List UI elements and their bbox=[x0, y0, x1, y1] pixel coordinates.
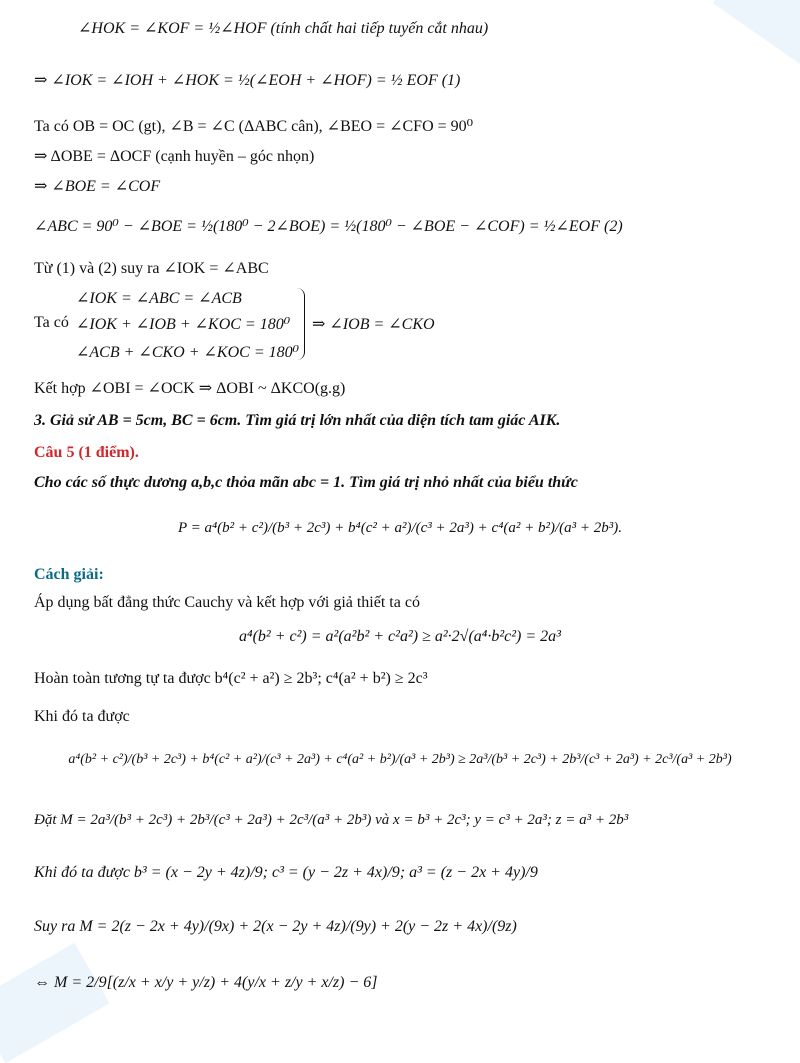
question-5-heading: Câu 5 (1 điểm). bbox=[34, 444, 139, 461]
line-tu-1-va-2: Từ (1) và (2) suy ra ∠IOK = ∠ABC bbox=[34, 260, 269, 277]
line-triangles-equal: ⇒ ΔOBE = ΔOCF (cạnh huyền – góc nhọn) bbox=[34, 148, 315, 165]
line-ta-co-ob: Ta có OB = OC (gt), ∠B = ∠C (ΔABC cân), ∠BEO = ∠CFO = 90⁰ bbox=[34, 118, 474, 135]
line-angle-abc: ∠ABC = 90⁰ − ∠BOE = ½(180⁰ − 2∠BOE) = ½(180⁰ − ∠BOE − ∠COF) = ½∠EOF (2) bbox=[34, 218, 623, 235]
solution-khi-do: Khi đó ta được bbox=[34, 708, 130, 725]
solution-cauchy: a⁴(b² + c²) = a²(a²b² + c²a²) ≥ a²·2√(a⁴·b²c²) = 2a³ bbox=[239, 628, 561, 645]
expression-p: P = a⁴(b² + c²)/(b³ + 2c³) + b⁴(c² + a²)/(c³ + 2a³) + c⁴(a² + b²)/(a³ + 2b³). bbox=[177, 520, 623, 536]
solution-line-1: Áp dụng bất đẳng thức Cauchy và kết hợp với giả thiết ta có bbox=[34, 594, 420, 611]
solution-inequality: a⁴(b² + c²)/(b³ + 2c³) + b⁴(c² + a²)/(c³ + 2a³) + c⁴(a² + b²)/(a³ + 2b³) ≥ 2a³/(b³ + 2c³) + 2b³/(c³ + 2a³) + 2c³/(a³ + 2b³) bbox=[68, 752, 732, 767]
system-label: Ta có bbox=[34, 314, 69, 331]
solution-m-rewrite: ⇔ M = 2/9[(z/x + x/y + y/z) + 4(y/x + z/y + x/z) − 6] bbox=[34, 974, 378, 991]
line-angle-iok: ⇒ ∠IOK = ∠IOH + ∠HOK = ½(∠EOH + ∠HOF) = ½ EOF (1) bbox=[34, 72, 461, 89]
line-angle-hok: ∠HOK = ∠KOF = ½∠HOF (tính chất hai tiếp tuyến cắt nhau) bbox=[78, 20, 489, 37]
part-3-question: 3. Giả sử AB = 5cm, BC = 6cm. Tìm giá trị lớn nhất của diện tích tam giác AIK. bbox=[34, 412, 561, 429]
question-5-text: Cho các số thực dương a,b,c thỏa mãn abc = 1. Tìm giá trị nhỏ nhất của biểu thức bbox=[34, 474, 578, 491]
system-row-1: ∠IOK = ∠ABC = ∠ACB bbox=[76, 290, 242, 307]
watermark-bottom-left bbox=[0, 943, 109, 1063]
solution-substitution: Khi đó ta được b³ = (x − 2y + 4z)/9; c³ = (y − 2z + 4x)/9; a³ = (z − 2x + 4y)/9 bbox=[34, 864, 538, 881]
system-row-2: ∠IOK + ∠IOB + ∠KOC = 180⁰ bbox=[76, 316, 291, 333]
system-row-3: ∠ACB + ∠CKO + ∠KOC = 180⁰ bbox=[76, 344, 300, 361]
system-result: ⇒ ∠IOB = ∠CKO bbox=[312, 316, 435, 333]
right-brace bbox=[296, 288, 305, 360]
solution-similar: Hoàn toàn tương tự ta được b⁴(c² + a²) ≥ 2b³; c⁴(a² + b²) ≥ 2c³ bbox=[34, 670, 428, 687]
watermark-top-right bbox=[713, 0, 800, 66]
solution-heading: Cách giải: bbox=[34, 566, 104, 583]
line-boe-cof: ⇒ ∠BOE = ∠COF bbox=[34, 178, 161, 195]
line-ket-hop: Kết hợp ∠OBI = ∠OCK ⇒ ΔOBI ~ ΔKCO(g.g) bbox=[34, 380, 346, 397]
solution-suy-ra-m: Suy ra M = 2(z − 2x + 4y)/(9x) + 2(x − 2y + 4z)/(9y) + 2(y − 2z + 4x)/(9z) bbox=[34, 918, 517, 935]
solution-dat-m: Đặt M = 2a³/(b³ + 2c³) + 2b³/(c³ + 2a³) + 2c³/(a³ + 2b³) và x = b³ + 2c³; y = c³ + 2a³; z = a³ + 2b³ bbox=[34, 812, 629, 828]
